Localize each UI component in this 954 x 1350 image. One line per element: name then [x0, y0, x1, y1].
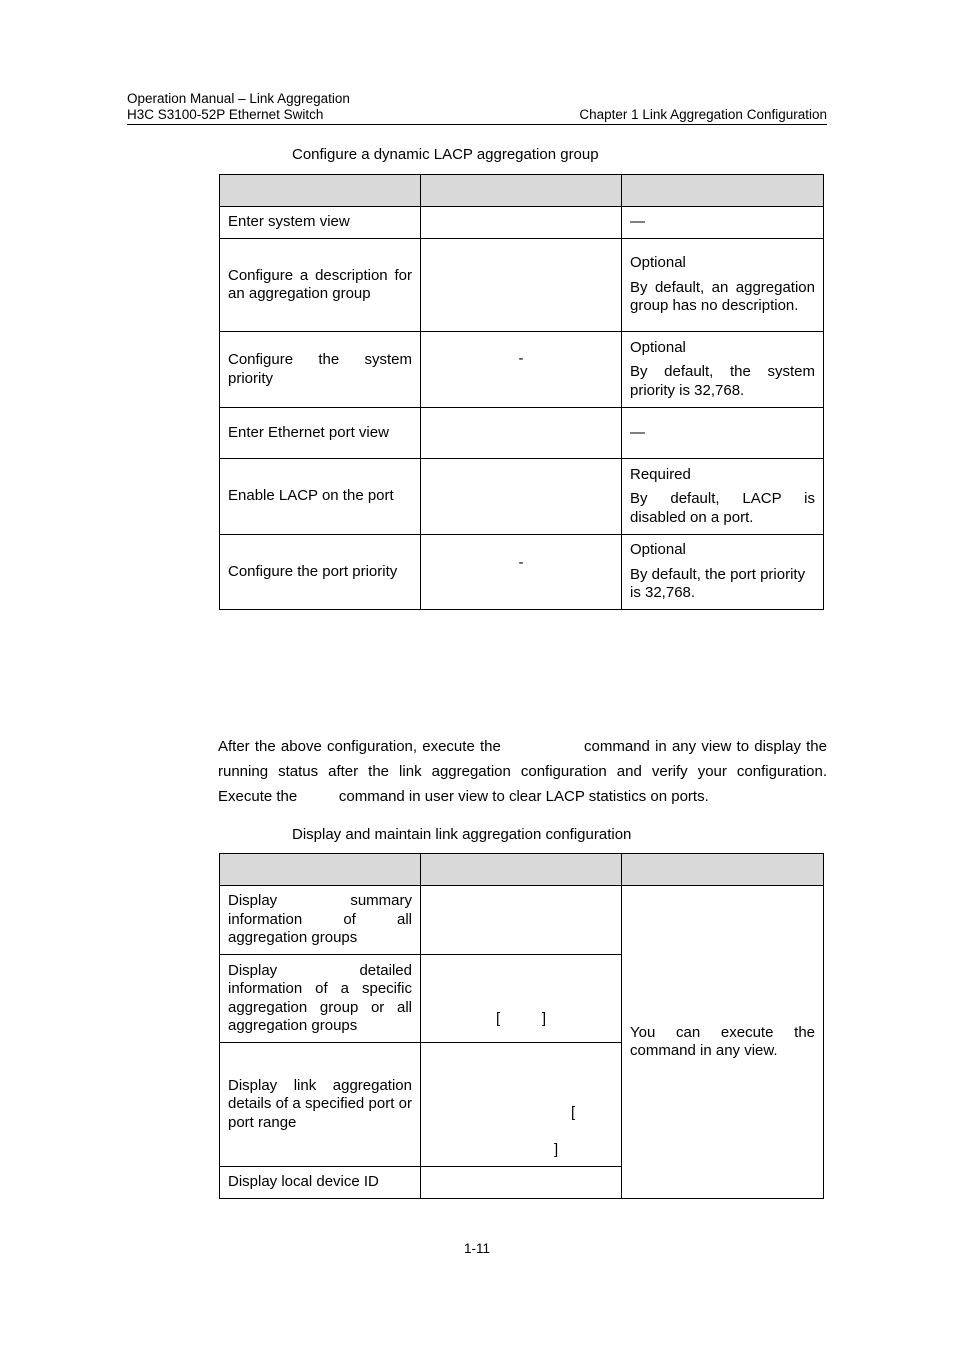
paragraph-line: Execute the command in user view to clear LACP statistics on ports. [218, 788, 709, 805]
remarks-cell: — [622, 408, 824, 459]
operation-cell: Display summary information of all aggregation groups [220, 886, 421, 955]
table-header-row [220, 175, 824, 207]
operation-cell: Configure the port priority [220, 535, 421, 610]
table-row [220, 332, 824, 408]
remarks-body: By default, LACP is disabled on a port. [630, 490, 815, 526]
table-row [220, 886, 824, 955]
paragraph-line: running status after the link aggregation configuration and verify your configuration. [218, 763, 827, 780]
operation-cell: Enable LACP on the port [220, 459, 421, 535]
operation-cell: Display link aggregation details of a specified port or port range [220, 1043, 421, 1167]
operation-cell: Configure a description for an aggregation group [220, 239, 421, 332]
header-rule [127, 124, 827, 125]
table-row [220, 459, 824, 535]
body-paragraph [218, 734, 827, 809]
chapter-title: Chapter 1 Link Aggregation Configuration [579, 107, 827, 122]
remarks-body: By default, the port priority is 32,768. [630, 565, 806, 602]
command-cell [421, 886, 622, 955]
command-cell [421, 1043, 622, 1167]
operation-cell: Display detailed information of a specific aggregation group or all aggregation groups [220, 955, 421, 1043]
table-row [220, 207, 824, 239]
command-cell [421, 239, 622, 332]
remarks-cell [622, 459, 824, 535]
remarks-body: By default, the system priority is 32,768. [630, 363, 815, 399]
page-number: 1-11 [463, 1241, 491, 1256]
command-cell [421, 207, 622, 239]
table2-caption: Display and maintain link aggregation configuration [292, 826, 632, 843]
remarks-text: You can execute the command in any view. [630, 1023, 866, 1059]
manual-title: Operation Manual – Link Aggregation [127, 91, 350, 106]
command-cell [421, 459, 622, 535]
product-name: H3C S3100-52P Ethernet Switch [127, 107, 324, 122]
command-cell: - [421, 535, 622, 610]
table-row [220, 408, 824, 459]
remarks-cell [622, 332, 824, 408]
command-cell: - [421, 332, 622, 408]
table-row [220, 535, 824, 610]
display-maintain-table [219, 853, 866, 1199]
remarks-cell [622, 886, 866, 1199]
operation-cell: Enter Ethernet port view [220, 408, 421, 459]
remarks-cell: — [622, 207, 824, 239]
operation-cell: Enter system view [220, 207, 421, 239]
command-cell [421, 1167, 622, 1199]
remarks-title: Optional [630, 338, 686, 356]
lacp-config-table [219, 174, 824, 610]
remarks-title: Optional [630, 254, 686, 272]
remarks-cell [622, 239, 824, 332]
table1-caption: Configure a dynamic LACP aggregation group [292, 146, 599, 163]
command-bracket-open: [ [571, 1104, 576, 1121]
remarks-title: Optional [630, 541, 686, 559]
remarks-cell [622, 535, 824, 610]
command-cell: [ ] [421, 955, 622, 1043]
table-header-row [220, 854, 824, 886]
table-row [220, 239, 824, 332]
remarks-body: By default, an aggregation group has no description. [630, 278, 815, 315]
command-cell [421, 408, 622, 459]
paragraph-line: After the above configuration, execute the command in any view to display the [218, 738, 827, 755]
remarks-title: Required [630, 465, 691, 483]
operation-cell: Display local device ID [220, 1167, 421, 1199]
operation-cell: Configure the system priority [220, 332, 421, 408]
command-bracket-close: ] [554, 1141, 559, 1158]
